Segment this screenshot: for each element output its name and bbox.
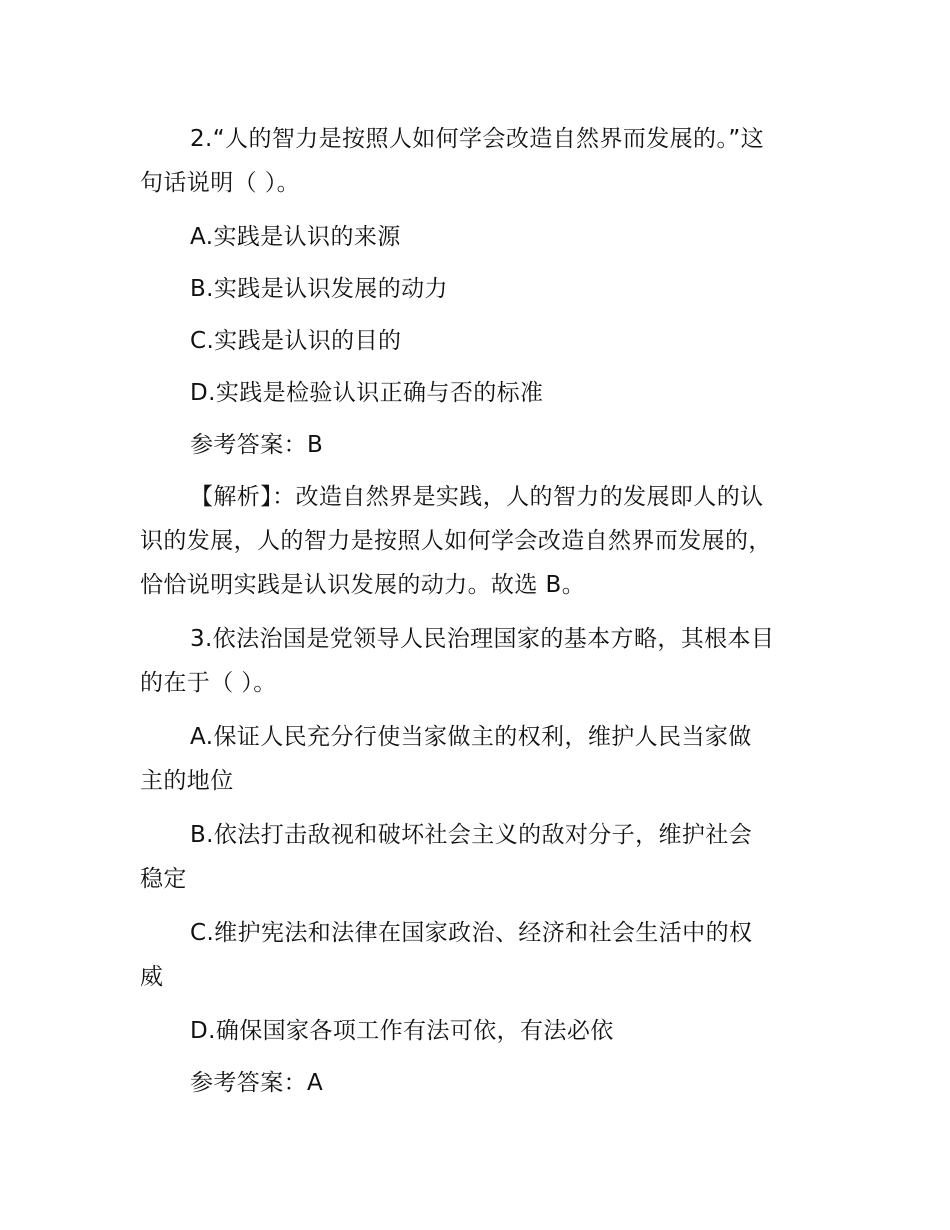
document-content: [140, 117, 812, 1113]
question-3-option-a: [140, 715, 812, 803]
question-2-stem-line-1: 2.“人的智力是按照人如何学会改造自然界而发展的。”这: [190, 126, 765, 152]
question-3-option-b: [140, 813, 812, 901]
question-3-stem-line-2: 的在于（ ）。: [140, 670, 277, 696]
question-2-stem: [140, 117, 812, 205]
question-2-analysis: [140, 475, 812, 607]
question-3-option-c-line-2: 威: [140, 964, 164, 990]
question-3-answer: 参考答案：A: [190, 1070, 324, 1096]
question-2-option-d: D.实践是检验认识正确与否的标准: [190, 380, 544, 406]
question-3-stem: [140, 617, 812, 705]
question-2-analysis-line-1: 【解析】：改造自然界是实践，人的智力的发展即人的认: [190, 484, 764, 510]
question-3-option-a-line-2: 主的地位: [140, 768, 234, 794]
question-2-answer: 参考答案：B: [190, 432, 324, 458]
question-2-option-a: A.实践是认识的来源: [190, 224, 401, 250]
question-3-stem-line-1: 3.依法治国是党领导人民治理国家的基本方略，其根本目: [190, 626, 775, 652]
question-3-option-a-line-1: A.保证人民充分行使当家做主的权利，维护人民当家做: [190, 724, 752, 750]
question-3-option-c: [140, 911, 812, 999]
question-2-stem-line-2: 句话说明（ ）。: [140, 170, 301, 196]
question-3-option-c-line-1: C.维护宪法和法律在国家政治、经济和社会生活中的权: [190, 920, 753, 946]
question-3-option-d: [140, 1009, 812, 1053]
question-2-option-b: B.实践是认识发展的动力: [190, 276, 448, 302]
question-2-option-c: C.实践是认识的目的: [190, 328, 402, 354]
question-2-analysis-line-3: 恰恰说明实践是认识发展的动力。故选 B。: [140, 572, 586, 598]
question-2-analysis-line-2: 识的发展，人的智力是按照人如何学会改造自然界而发展的，: [140, 528, 772, 554]
question-3-option-d-line-1: D.确保国家各项工作有法可依，有法必依: [190, 1018, 614, 1044]
question-3-option-b-line-2: 稳定: [140, 866, 187, 892]
question-3-option-b-line-1: B.依法打击敌视和破坏社会主义的敌对分子，维护社会: [190, 822, 753, 848]
